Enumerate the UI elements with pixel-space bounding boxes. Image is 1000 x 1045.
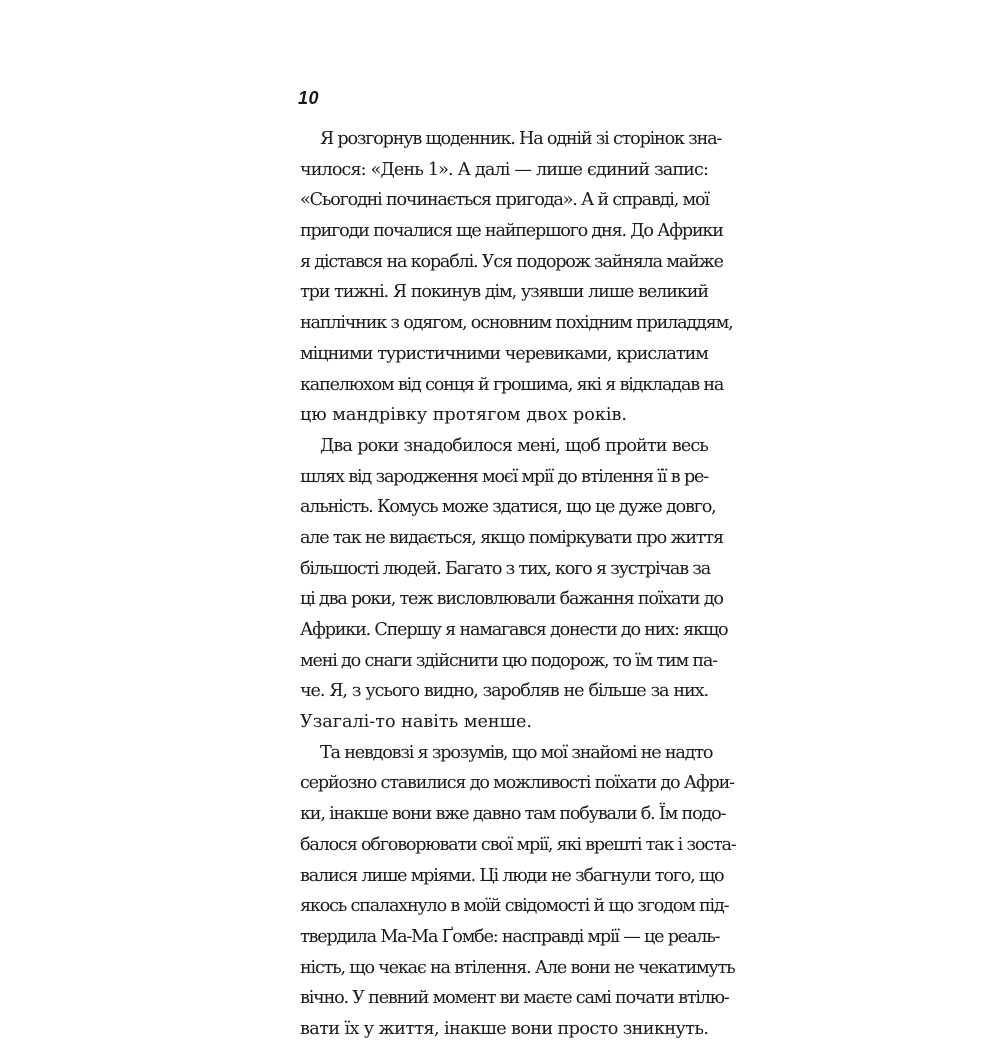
text-line: Узагалі-то навіть менше. (300, 712, 533, 733)
text-line: вати їх у життя, інакше вони просто зникнуть. (300, 1018, 709, 1039)
text-line: капелюхом від сонця й грошима, які я відкладав на (300, 374, 724, 395)
text-line: серйозно ставилися до можливості поїхати до Афри- (300, 773, 734, 794)
text-line: шлях від зародження моєї мрії до втілення її в ре- (300, 466, 708, 487)
text-line: че. Я, з усього видно, заробляв не більше за них. (300, 681, 708, 702)
text-line: ки, інакше вони вже давно там побували б. Їм подо- (300, 804, 726, 825)
text-line: більшості людей. Багато з тих, кого я зустрічав за (300, 558, 710, 579)
text-line: я дістався на кораблі. Уся подорож зайняла майже (300, 251, 723, 272)
text-line: «Сьогодні починається пригода». А й справді, мої (300, 190, 709, 211)
text-line: балося обговорювати свої мрії, які врешті так і зоста- (300, 834, 736, 855)
text-line: три тижні. Я покинув дім, узявши лише великий (300, 282, 708, 303)
body-text (300, 124, 736, 1045)
page-number: 10 (298, 88, 320, 108)
text-line: Я розгорнув щоденник. На одній зі сторінок зна- (320, 129, 722, 149)
text-line: міцними туристичними черевиками, крислатим (300, 343, 708, 364)
text-line: ці два роки, теж висловлювали бажання поїхати до (300, 589, 723, 610)
text-line: альність. Комусь може здатися, що це дуже довго, (300, 497, 716, 518)
text-line: твердила Ма-Ма Ґомбе: насправді мрії — це реаль- (300, 926, 720, 947)
text-line: валися лише мріями. Ці люди не збагнули того, що (300, 865, 724, 886)
text-line: Африки. Спершу я намагався донести до них: якщо (300, 620, 728, 640)
text-line: мені до снаги здійснити цю подорож, то їм тим па- (300, 650, 717, 671)
text-line: вічно. У певний момент ви маєте самі почати втілю- (300, 988, 729, 1009)
text-line: цю мандрівку протягом двох років. (300, 405, 628, 426)
text-line: Два роки знадобилося мені, щоб пройти весь (320, 435, 708, 456)
text-line: ність, що чекає на втілення. Але вони не чекатимуть (300, 957, 735, 978)
text-line: але так не видається, якщо поміркувати про життя (300, 527, 723, 548)
text-line: пригоди почалися ще найпершого дня. До Африки (300, 221, 723, 242)
text-line: чилося: «День 1». А далі — лише єдиний запис: (300, 159, 708, 180)
text-line: наплічник з одягом, основним похідним приладдям, (300, 313, 733, 334)
text-line: Та невдовзі я зрозумів, що мої знайомі не надто (320, 742, 713, 763)
text-line: якось спалахнуло в моїй свідомості й що згодом під- (300, 896, 729, 917)
